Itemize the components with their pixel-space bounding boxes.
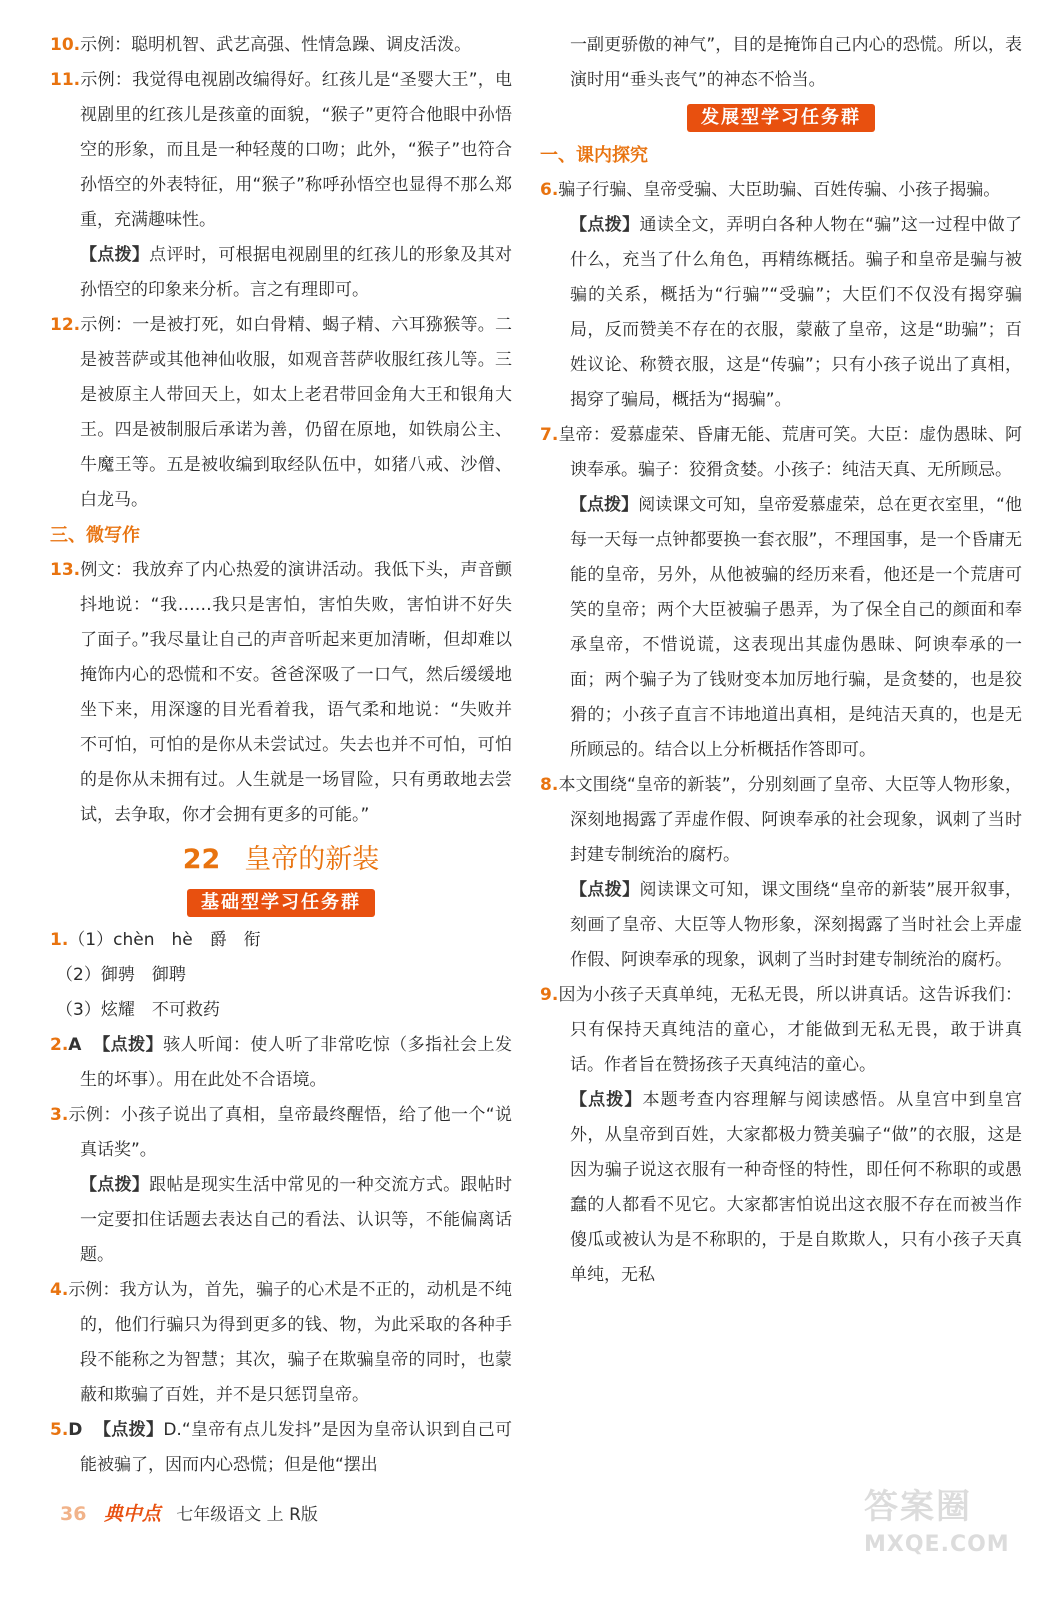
answer-text: 示例：聪明机智、武艺高强、性情急躁、调皮活泼。: [80, 35, 472, 55]
answer-8: [540, 768, 1022, 873]
book-title: 七年级语文 上 R版: [176, 1505, 318, 1525]
question-number: 11.: [50, 70, 81, 90]
answer-1: [50, 923, 512, 958]
section-heading-in-class: 一、课内探究: [540, 145, 648, 166]
tip-tag: 【点拨】: [80, 1175, 150, 1195]
question-number: 8.: [540, 775, 559, 795]
question-number: 13.: [50, 560, 81, 580]
question-number: 9.: [540, 985, 559, 1005]
answer-11-tip: [50, 238, 512, 308]
answer-7-tip: [540, 488, 1022, 768]
answer-2: [50, 1028, 512, 1098]
answer-text: 骗子行骗、皇帝受骗、大臣助骗、百姓传骗、小孩子揭骗。: [558, 180, 1001, 200]
answer-choice: D: [68, 1420, 83, 1440]
page-footer: [60, 1497, 480, 1531]
tip-text: D.“皇帝有点儿发抖”是因为皇帝认识到自己可能被骗了，因而内心恐慌；但是他“摆出: [80, 1420, 513, 1475]
answer-7: [540, 418, 1022, 488]
answer-4: [50, 1273, 512, 1413]
chapter-name: 皇帝的新装: [244, 844, 380, 875]
tip-text: 通读全文，弄明白各种人物在“骗”这一过程中做了什么，充当了什么角色，再精练概括。骗子和皇帝是骗与被骗的关系，概括为“行骗”“受骗”；大臣们不仅没有揭穿骗局，反而赞美不存在的衣服，蒙蔽了皇帝，这是“助骗”；百姓议论、称赞衣服，这是“传骗”；只有小孩子说出了真相，揭穿了骗局，概括为“揭骗”。: [570, 215, 1022, 410]
answer-1-part2: （2）御骋 御聘: [56, 965, 186, 985]
tip-text: 跟帖是现实生活中常见的一种交流方式。跟帖时一定要扣住话题去表达自己的看法、认识等，不能偏离话题。: [80, 1175, 513, 1265]
answer-1-part3: （3）炫耀 不可救药: [56, 1000, 220, 1020]
section-heading-micro-writing: 三、微写作: [50, 525, 140, 546]
answer-text: （1）chèn hè 爵 衔: [68, 930, 261, 950]
basic-task-banner: [50, 885, 512, 921]
development-task-banner: [540, 100, 1022, 136]
answer-text: 示例：我觉得电视剧改编得好。红孩儿是“圣婴大王”，电视剧里的红孩儿是孩童的面貌，“猴子”更符合他眼中孙悟空的形象，而且是一种轻蔑的口吻；此外，“猴子”也符合孙悟空的外表特征，用“猴子”称呼孙悟空也显得不那么郑重，充满趣味性。: [80, 70, 512, 230]
question-number: 6.: [540, 180, 559, 200]
answer-6: [540, 173, 1022, 208]
answer-13: [50, 553, 512, 833]
watermark: [864, 1484, 1034, 1574]
brand-logo: 典中点: [103, 1503, 161, 1525]
answer-12: [50, 308, 512, 518]
tip-text: 骇人听闻：使人听了非常吃惊（多指社会上发生的坏事）。用在此处不合语境。: [80, 1035, 512, 1090]
answer-text: 示例：我方认为，首先，骗子的心术是不正的，动机是不纯的，他们行骗只为得到更多的钱、物，为此采取的各种手段不能称之为智慧；其次，骗子在欺骗皇帝的同时，也蒙蔽和欺骗了百姓，并不是只惩罚皇帝。: [68, 1280, 512, 1405]
tip-tag: 【点拨】: [80, 245, 150, 265]
tip-tag: 【点拨】: [93, 1035, 164, 1055]
tip-tag: 【点拨】: [570, 880, 640, 900]
right-column: [540, 28, 1022, 1293]
answer-10: [50, 28, 512, 63]
question-number: 2.: [50, 1035, 69, 1055]
tip-text: 点评时，可根据电视剧里的红孩儿的形象及其对孙悟空的印象来分析。言之有理即可。: [80, 245, 513, 300]
answer-choice: A: [68, 1035, 82, 1055]
answer-text: 皇帝：爱慕虚荣、昏庸无能、荒唐可笑。大臣：虚伪愚昧、阿谀奉承。骗子：狡猾贪婪。小孩子：纯洁天真、无所顾忌。: [558, 425, 1022, 480]
banner-label: 基础型学习任务群: [187, 889, 375, 917]
answer-text: 示例：一是被打死，如白骨精、蝎子精、六耳猕猴等。二是被菩萨或其他神仙收服，如观音菩萨收服红孩儿等。三是被原主人带回天上，如太上老君带回金角大王和银角大王。四是被制服后承诺为善，仍留在原地，如铁扇公主、牛魔王等。五是被收编到取经队伍中，如猪八戒、沙僧、白龙马。: [80, 315, 512, 510]
question-number: 12.: [50, 315, 81, 335]
answer-text: 示例：小孩子说出了真相，皇帝最终醒悟，给了他一个“说真话奖”。: [68, 1105, 512, 1160]
chapter-number: 22: [182, 844, 221, 875]
question-number: 10.: [50, 35, 81, 55]
answer-8-tip: [540, 873, 1022, 978]
banner-label: 发展型学习任务群: [687, 104, 875, 132]
answer-text: 因为小孩子天真单纯，无私无畏，所以讲真话。这告诉我们：只有保持天真纯洁的童心，才能做到无私无畏，敢于讲真话。作者旨在赞扬孩子天真纯洁的童心。: [558, 985, 1022, 1075]
question-number: 7.: [540, 425, 559, 445]
question-number: 4.: [50, 1280, 69, 1300]
continued-text: 一副更骄傲的神气”，目的是掩饰自己内心的恐慌。所以，表演时用“垂头丧气”的神态不恰当。: [570, 35, 1022, 90]
answer-5: [50, 1413, 512, 1483]
answer-6-tip: [540, 208, 1022, 418]
tip-tag: 【点拨】: [93, 1420, 164, 1440]
watermark-text: 答案圈: [864, 1487, 972, 1527]
tip-text: 阅读课文可知，皇帝爱慕虚荣，总在更衣室里，“他每一天每一点钟都要换一套衣服”，不理国事，是一个昏庸无能的皇帝，另外，从他被骗的经历来看，他还是一个荒唐可笑的皇帝；两个大臣被骗子愚弄，为了保全自己的颜面和奉承皇帝，不惜说谎，这表现出其虚伪愚昧、阿谀奉承的一面；两个骗子为了钱财变本加厉地行骗，是贪婪的，也是狡猾的；小孩子直言不讳地道出真相，是纯洁天真的，也是无所顾忌的。结合以上分析概括作答即可。: [570, 495, 1022, 760]
answer-3-tip: [50, 1168, 512, 1273]
tip-text: 阅读课文可知，课文围绕“皇帝的新装”展开叙事，刻画了皇帝、大臣等人物形象，深刻揭露了当时社会上弄虚作假、阿谀奉承的现象，讽刺了当时封建专制统治的腐朽。: [570, 880, 1022, 970]
question-number: 1.: [50, 930, 69, 950]
tip-tag: 【点拨】: [570, 1090, 643, 1110]
left-column: [50, 28, 512, 1483]
answer-3: [50, 1098, 512, 1168]
page-number: 36: [60, 1503, 87, 1525]
question-number: 5.: [50, 1420, 69, 1440]
chapter-title: [50, 837, 512, 883]
answer-text: 例文：我放弃了内心热爱的演讲活动。我低下头，声音颤抖地说：“我……我只是害怕，害怕失败，害怕讲不好失了面子。”我尽量让自己的声音听起来更加清晰，但却难以掩饰内心的恐慌和不安。爸爸深吸了一口气，然后缓缓地坐下来，用深邃的目光看着我，语气柔和地说：“失败并不可怕，可怕的是你从未尝试过。失去也并不可怕，可怕的是你从未拥有过。人生就是一场冒险，只有勇敢地去尝试，去争取，你才会拥有更多的可能。”: [80, 560, 512, 825]
answer-9-tip: [540, 1083, 1022, 1293]
answer-text: 本文围绕“皇帝的新装”，分别刻画了皇帝、大臣等人物形象，深刻地揭露了弄虚作假、阿谀奉承的社会现象，讽刺了当时封建专制统治的腐朽。: [558, 775, 1022, 865]
tip-text: 本题考查内容理解与阅读感悟。从皇宫中到皇宫外，从皇帝到百姓，大家都极力赞美骗子“做”的衣服，这是因为骗子说这衣服有一种奇怪的特性，即任何不称职的或愚蠢的人都看不见它。大家都害怕说出这衣服不存在而被当作傻瓜或被认为是不称职的，于是自欺欺人，只有小孩子天真单纯，无私: [570, 1090, 1022, 1285]
watermark-url: MXQE.COM: [864, 1532, 1010, 1557]
question-number: 3.: [50, 1105, 69, 1125]
tip-tag: 【点拨】: [570, 215, 640, 235]
tip-tag: 【点拨】: [570, 495, 639, 515]
answer-9: [540, 978, 1022, 1083]
answer-11: [50, 63, 512, 238]
